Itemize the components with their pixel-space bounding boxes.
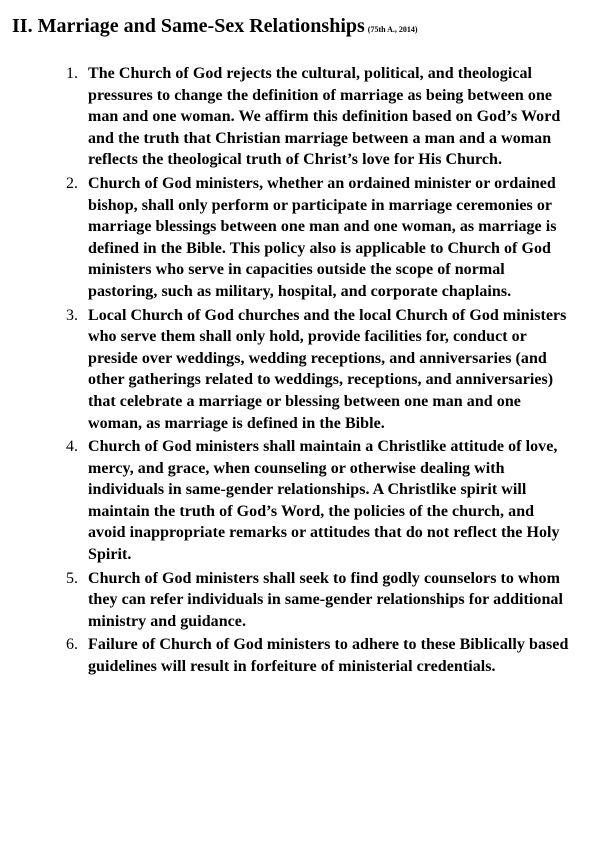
policy-item-6 xyxy=(62,634,574,677)
policy-item-2 xyxy=(62,173,574,303)
policy-list xyxy=(62,63,574,680)
item-number: 3. xyxy=(66,306,79,324)
policy-item-5 xyxy=(62,568,574,633)
item-text: Church of God ministers shall maintain a Christlike attitude of love, mercy, and grace, when counseling or otherwise dealing with individuals in same-gender relationships. A Christlike spirit will maintain the truth of God’s Word, the policies of the church, and avoid inappropriate remarks or attitudes that do not reflect the Holy Spirit. xyxy=(88,438,560,564)
item-number: 6. xyxy=(66,636,79,654)
section-title: II. Marriage and Same-Sex Relationships xyxy=(12,15,365,37)
item-number: 1. xyxy=(66,65,79,82)
item-text: Church of God ministers shall seek to find godly counselors to whom they can refer individuals in same-gender relationships for additional ministry and guidance. xyxy=(88,569,563,630)
policy-item-3 xyxy=(62,305,574,435)
policy-item-4 xyxy=(62,436,574,566)
policy-item-1 xyxy=(62,63,574,171)
item-number: 5. xyxy=(66,569,79,587)
item-text: The Church of God rejects the cultural, political, and theological pressures to change the definition of marriage as being between one man and one woman. We affirm this definition based on God’s Word and the truth that Christian marriage between a man and a woman reflects the theological truth of Christ’s love for His Church. xyxy=(88,65,561,169)
item-number: 4. xyxy=(66,438,79,456)
section-reference: (75th A., 2014) xyxy=(367,25,418,34)
item-number: 2. xyxy=(66,174,79,192)
item-text: Local Church of God churches and the local Church of God ministers who serve them shall only hold, provide facilities for, conduct or preside over weddings, wedding receptions, and anniversaries (and other gatherings related to weddings, receptions, and anniversaries) that celebrate a marriage or blessing between one man and one woman, as marriage is defined in the Bible. xyxy=(88,306,567,432)
item-text: Failure of Church of God ministers to adhere to these Biblically based guidelines will result in forfeiture of ministerial credentials. xyxy=(88,636,569,676)
item-text: Church of God ministers, whether an ordained minister or ordained bishop, shall only perform or participate in marriage ceremonies or marriage blessings between one man and one woman, as marriage is defined in the Bible. This policy also is applicable to Church of God ministers who serve in capacities outside the scope of normal pastoring, such as military, hospital, and corporate chaplains. xyxy=(88,174,557,300)
section-heading xyxy=(12,14,418,42)
